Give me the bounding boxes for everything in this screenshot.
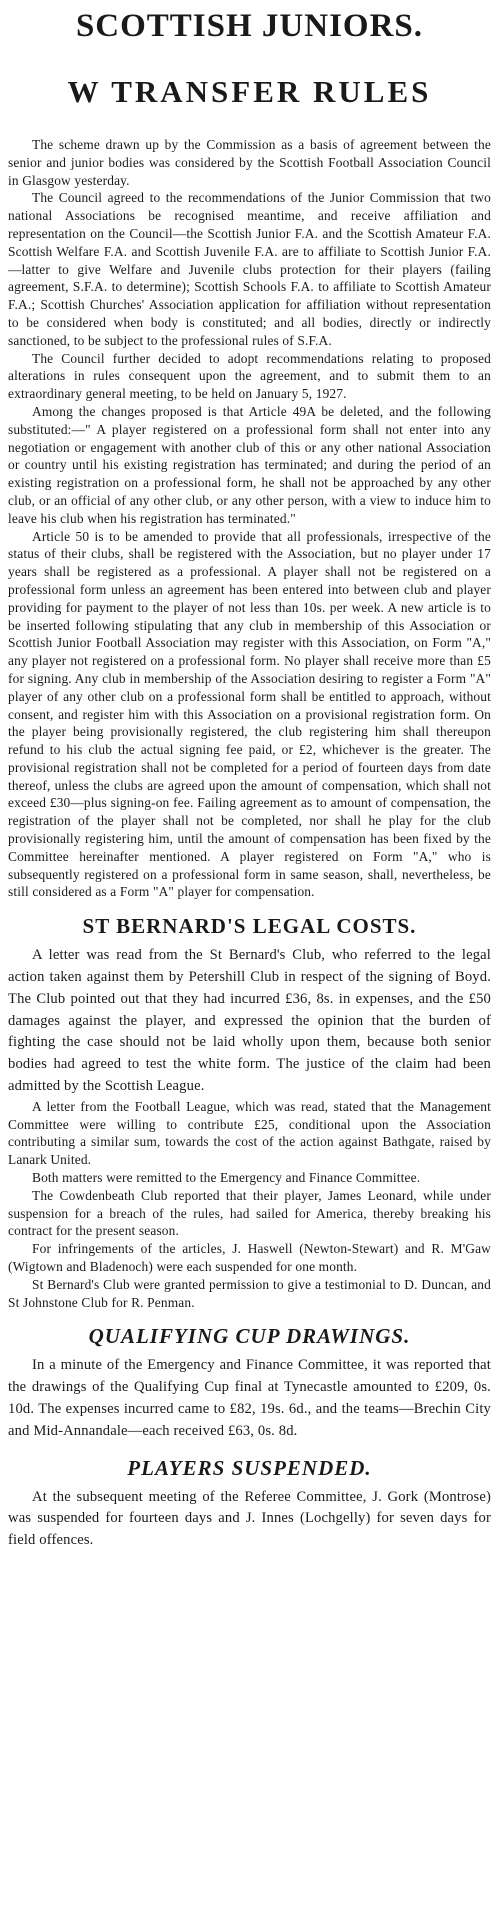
section-heading-qualifying-cup: QUALIFYING CUP DRAWINGS. bbox=[88, 1324, 411, 1349]
headline: SCOTTISH JUNIORS. bbox=[75, 8, 424, 44]
paragraph: Article 50 is to be amended to provide that all professionals, irrespective of the status of their clubs, shall be registered with the Association, but no player under 17 years shall be registered as a professional. A player shall not be registered on a professional form unless an agreement has been entered into between club and player providing for payment to the player of not less than 10s. per week. A new article is to be inserted following stipulating that any club in membership of this Association or Scottish Junior Football Association may register with this Association, on Form "A," any player not registered on a professional form. No player shall receive more than £5 for signing. Any club in membership of the Association desiring to register a Form "A" player of any other club on a professional form shall be entitled to approach, without consent, and register him with this Association on a provisional registration form. On the player being provisionally registered, the club registering him shall thereupon refund to his club the actual signing fee paid, or £2, whichever is the greater. The provisional registration shall not be completed for a period of fourteen days from date thereof, unless the clubs are agreed upon the amount of compensation, which shall not exceed £30—plus signing-on fee. Failing agreement as to amount of compensation, the registration of the player shall not be completed, nor shall he play for the club provisionally registering him, until the amount of compensation has been fixed by the Committee hereinafter mentioned. A player registered on Form "A," who is subsequently registered on a professional form in same season, shall, nevertheless, be still considered as a Form "A" player for compensation. bbox=[8, 528, 491, 900]
players-suspended-body bbox=[8, 1487, 491, 1552]
paragraph: St Bernard's Club were granted permission to give a testimonial to D. Duncan, and St Johnstone Club for R. Penman. bbox=[8, 1276, 491, 1310]
paragraph: Both matters were remitted to the Emergency and Finance Committee. bbox=[32, 1170, 421, 1186]
paragraph: A letter was read from the St Bernard's Club, who referred to the legal action taken against them by Petershill Club in respect of the signing of Boyd. The Club pointed out that they had incurred £36, 8s. in expenses, and the £50 damages against the player, and expressed the opinion that the burden of fighting the case should not be laid wholly upon them, because both senior bodies had agreed to test the white form. The justice of the claim had been admitted by the Scottish League. bbox=[8, 947, 491, 1095]
subheadline: W TRANSFER RULES bbox=[67, 74, 432, 109]
section-heading-players-suspended: PLAYERS SUSPENDED. bbox=[127, 1455, 372, 1480]
qualifying-cup-body bbox=[8, 1355, 491, 1442]
legal-costs-body bbox=[8, 945, 491, 1311]
paragraph: In a minute of the Emergency and Finance Committee, it was reported that the drawings of the Qualifying Cup final at Tynecastle amounted to £209, 0s. 10d. The expenses incurred came to £82, 19s. 6d., and the teams—Brechin City and Mid-Annandale—each received £63, 0s. 8d. bbox=[8, 1357, 491, 1439]
intro-body bbox=[8, 136, 491, 901]
paragraph: At the subsequent meeting of the Referee Committee, J. Gork (Montrose) was suspended for fourteen days and J. Innes (Lochgelly) for seven days for field offences. bbox=[8, 1488, 491, 1549]
section-heading-legal-costs: ST BERNARD'S LEGAL COSTS. bbox=[82, 914, 417, 939]
paragraph: For infringements of the articles, J. Haswell (Newton-Stewart) and R. M'Gaw (Wigtown and Bladenoch) were each suspended for one month. bbox=[8, 1241, 491, 1275]
paragraph: The scheme drawn up by the Commission as a basis of agreement between the senior and junior bodies was considered by the Scottish Football Association Council in Glasgow yesterday. bbox=[8, 137, 491, 188]
paragraph: The Council further decided to adopt recommendations relating to proposed alterations in rules consequent upon the agreement, and to submit them to an extraordinary general meeting, to be held on January 5, 1927. bbox=[8, 350, 491, 402]
paragraph: A letter from the Football League, which was read, stated that the Management Committee were willing to contribute £25, conditional upon the Association contributing a similar sum, towards the cost of the action against Bathgate, raised by Lanark United. bbox=[8, 1098, 491, 1168]
paragraph: The Council agreed to the recommendations of the Junior Commission that two national Associations be recognised meantime, and receive affiliation and representation on the Council—the Scottish Junior F.A. and the Scottish Amateur F.A. Scottish Welfare F.A. and Scottish Juvenile F.A. are to affiliate to Scottish Junior F.A.—latter to give Welfare and Juvenile clubs protection for their players (failing agreement, S.F.A. to determine); Scottish Schools F.A. to affiliate to Scottish Amateur F.A.; Scottish Churches' Association application for affiliation without representation to be considered when body is constituted; and all bodies, directly or indirectly sanctioned, to be subject to the professional rules of S.F.A. bbox=[8, 190, 491, 348]
paragraph: Among the changes proposed is that Article 49A be deleted, and the following substituted:—" A player registered on a professional form shall not enter into any negotiation or engagement with another club of this or any other national Association or country until his existing registration has terminated; and during the period of an existing registration on a professional form, he shall not be approached by any other club, or an official of any other club, or any other person, with a view to induce him to leave his club when his registration has terminated." bbox=[8, 403, 491, 526]
paragraph: The Cowdenbeath Club reported that their player, James Leonard, while under suspension for a breach of the rules, had sailed for America, thereby breaking his contract for the present season. bbox=[8, 1187, 491, 1239]
